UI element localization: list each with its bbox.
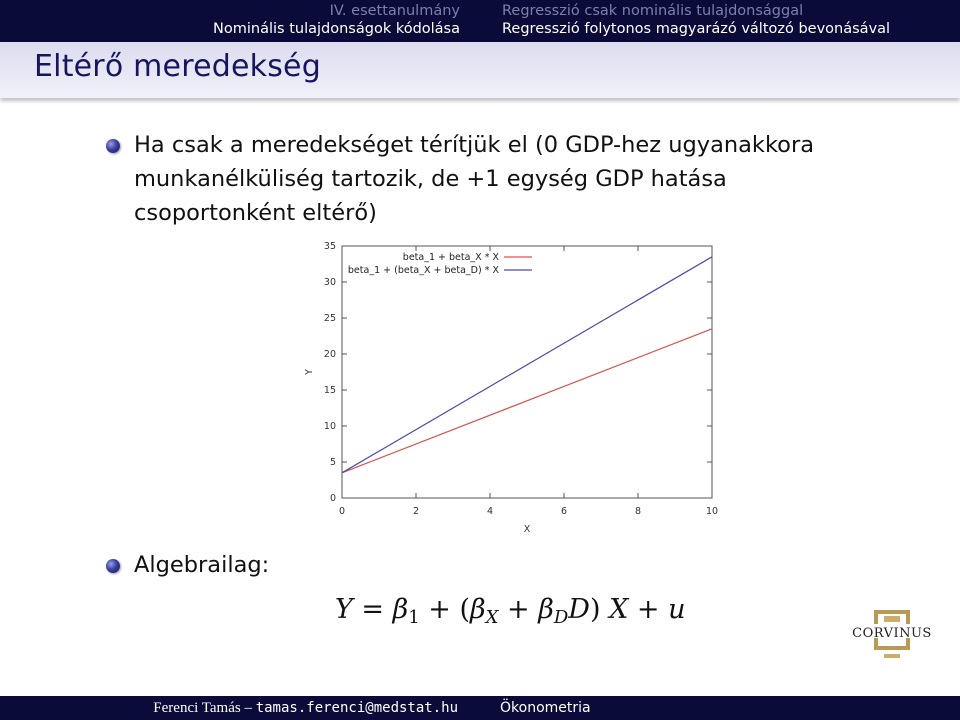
- x-tick-label-2: 4: [486, 506, 494, 517]
- footline-bar: [0, 696, 960, 720]
- y-tick-label-0: 0: [329, 493, 336, 504]
- formula-beta-X: β: [470, 594, 486, 625]
- formula-Y: Y: [335, 594, 353, 625]
- bullet-icon-2: [106, 559, 120, 573]
- x-tick-label-4: 8: [634, 506, 642, 517]
- y-axis-label: Y: [304, 369, 315, 375]
- plot-area: [342, 246, 712, 498]
- formula-sub-X: X: [485, 607, 499, 628]
- formula-sub-1: 1: [408, 607, 420, 628]
- headline-subsubsection-inactive[interactable]: Regresszió csak nominális tulajdonsággal: [502, 3, 804, 19]
- corvinus-logo: [848, 606, 936, 666]
- y-tick-label-3: 15: [323, 385, 336, 396]
- formula-close: ): [589, 594, 610, 625]
- formula-beta-D: β: [538, 594, 554, 625]
- formula-plus-2: +: [498, 594, 539, 625]
- footline-course: Ökonometria: [500, 700, 591, 716]
- y-tick-label-2: 10: [323, 421, 336, 432]
- item-1-line-3: csoportonként eltérő): [134, 200, 377, 226]
- line-chart: [300, 236, 740, 540]
- footline-email[interactable]: tamas.ferenci@medstat.hu: [255, 700, 458, 716]
- formula: [335, 594, 686, 628]
- footline-right: [500, 696, 591, 720]
- frame-title-bar: [0, 42, 960, 98]
- formula-plus-3: +: [628, 594, 669, 625]
- y-tick-label-5: 25: [323, 313, 336, 324]
- formula-sub-D: D: [553, 607, 569, 628]
- y-tick-label-4: 20: [323, 349, 336, 360]
- x-tick-label-0: 0: [338, 506, 346, 517]
- bullet-icon: [106, 139, 120, 153]
- x-tick-label-3: 6: [560, 506, 568, 517]
- legend-label-series-2: beta_1 + (beta_X + beta_D) * X: [347, 265, 499, 276]
- y-tick-label-1: 5: [329, 457, 336, 468]
- y-tick-label-7: 35: [323, 241, 336, 252]
- headline-left: [0, 0, 478, 42]
- y-tick-label-6: 30: [323, 277, 336, 288]
- formula-beta-1: β: [392, 594, 409, 625]
- logo-text: CORVINUS: [852, 626, 932, 641]
- x-tick-label-1: 2: [412, 506, 420, 517]
- footline-dash: –: [240, 700, 256, 716]
- headline-bar: [0, 0, 960, 42]
- formula-u: u: [668, 594, 686, 625]
- frame-title: Eltérő meredekség: [34, 49, 321, 84]
- x-axis-label: X: [523, 524, 531, 535]
- headline-right: [502, 0, 960, 42]
- footline-left: [0, 696, 478, 720]
- legend-label-series-1: beta_1 + beta_X * X: [402, 252, 499, 263]
- x-tick-label-5: 10: [705, 506, 719, 517]
- formula-X: X: [609, 594, 629, 625]
- item-1-line-1: Ha csak a meredekséget térítjük el (0 GDP-hez ugyanakkora: [134, 132, 814, 158]
- formula-D: D: [568, 594, 590, 625]
- headline-section[interactable]: IV. esettanulmány: [329, 3, 460, 19]
- headline-subsection[interactable]: Nominális tulajdonságok kódolása: [213, 21, 460, 37]
- item-1-text: [134, 128, 814, 230]
- formula-plus-open: + (: [419, 594, 471, 625]
- item-1-line-2: munkanélküliség tartozik, de +1 egység GDP hatása: [134, 166, 727, 192]
- item-2-text: Algebrailag:: [134, 552, 270, 578]
- footline-author: Ferenci Tamás: [153, 700, 241, 716]
- formula-eq: =: [352, 594, 393, 625]
- headline-subsubsection-active[interactable]: Regresszió folytonos magyarázó változó bevonásával: [502, 21, 891, 37]
